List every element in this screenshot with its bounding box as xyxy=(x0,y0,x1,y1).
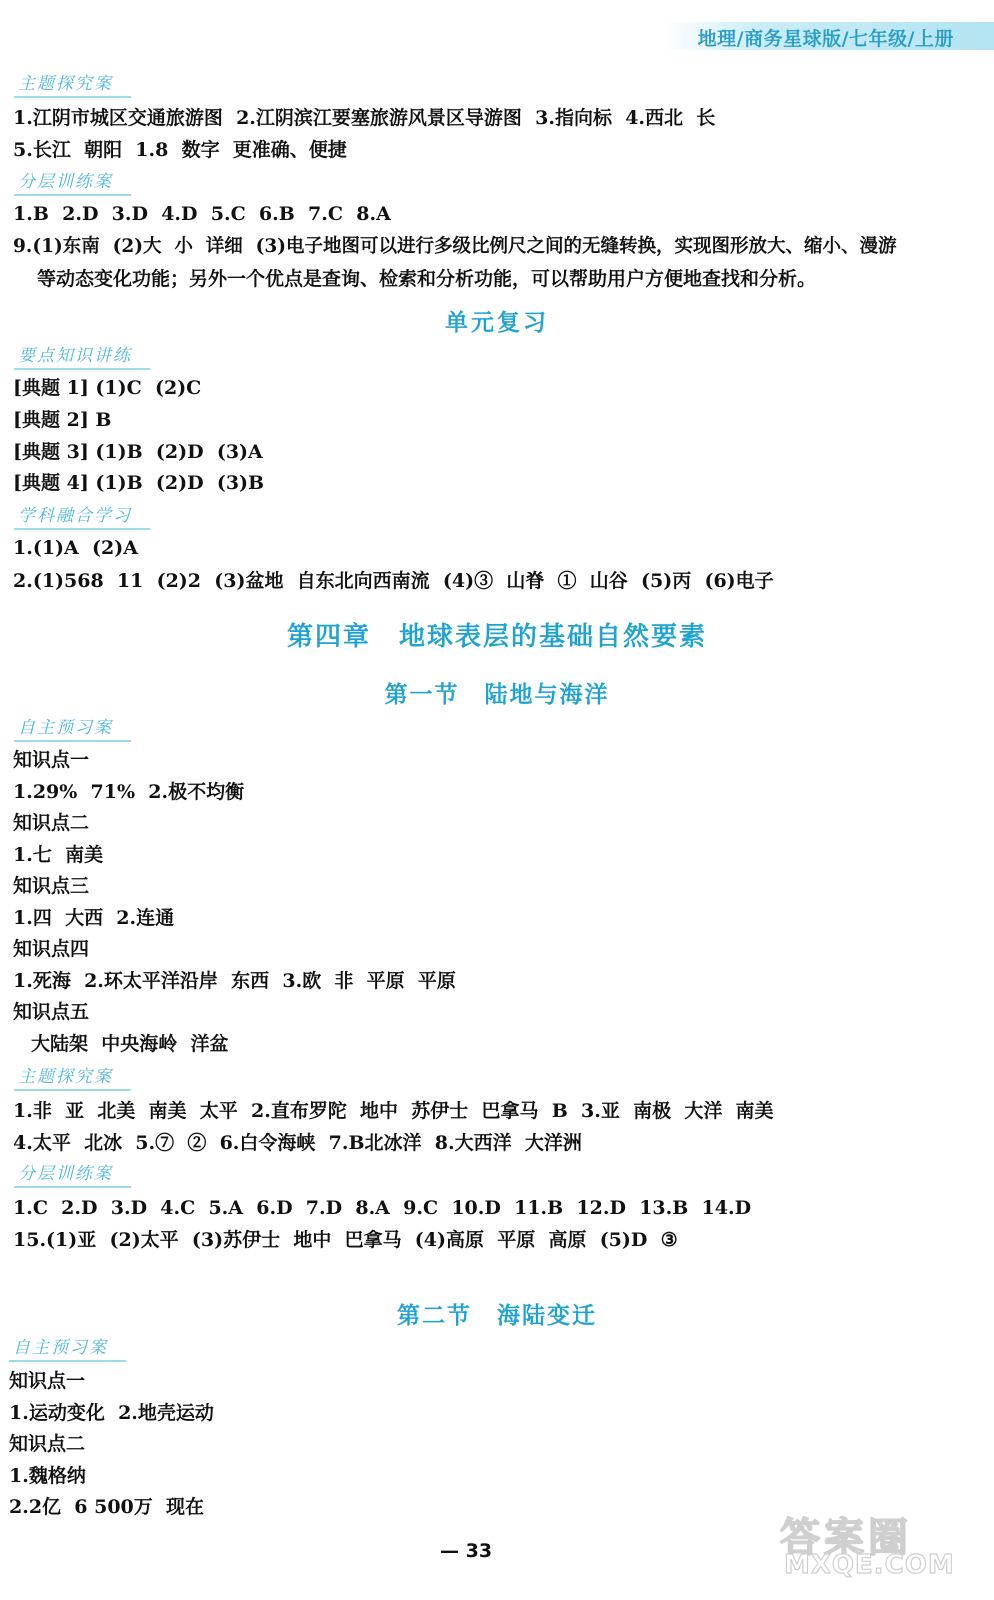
answer-line: 等动态变化功能；另外一个优点是查询、检索和分析功能，可以帮助用户方便地查找和分析。 xyxy=(37,268,817,290)
answer-line: 1.C 2.D 3.D 4.C 5.A 6.D 7.D 8.A 9.C 10.D 11.B 12.D 13.B 14.D xyxy=(13,1197,752,1219)
answer-line: 1.死海 2.环太平洋沿岸 东西 3.欧 非 平原 平原 xyxy=(13,970,456,992)
watermark-text: 答案圈 xyxy=(780,1515,912,1561)
section-tag-self-study: 自主预习案 xyxy=(14,717,131,742)
running-header xyxy=(664,22,994,50)
answer-line: 大陆架 中央海岭 洋盆 xyxy=(31,1033,229,1055)
chapter-title: 第四章 地球表层的基础自然要素 xyxy=(286,622,707,652)
section-tag-self-study: 自主预习案 xyxy=(9,1337,126,1362)
answer-line: 2.2亿 6 500万 现在 xyxy=(9,1496,205,1518)
answer-line: 1.B 2.D 3.D 4.D 5.C 6.B 7.C 8.A xyxy=(13,203,391,225)
section-title: 第二节 海陆变迁 xyxy=(397,1302,597,1329)
answer-line: 1.非 亚 北美 南美 太平 2.直布罗陀 地中 苏伊士 巴拿马 B 3.亚 南极 大洋 南美 xyxy=(13,1100,774,1122)
header-text: 地理/商务星球版/七年级/上册 xyxy=(697,28,954,50)
section-tag-cross: 学科融合学习 xyxy=(14,505,150,530)
answer-line: 15.(1)亚 (2)太平 (3)苏伊士 地中 巴拿马 (4)高原 平原 高原 (5)D ③ xyxy=(13,1229,678,1251)
unit-review-title: 单元复习 xyxy=(445,309,549,336)
watermark-logo xyxy=(780,1502,980,1582)
section-tag-topic: 主题探究案 xyxy=(14,73,131,98)
section-tag-topic: 主题探究案 xyxy=(14,1066,131,1091)
section-tag-layered: 分层训练案 xyxy=(14,171,131,196)
answer-line: 4.太平 北冰 5.⑦ ② 6.白令海峡 7.B北冰洋 8.大西洋 大洋洲 xyxy=(13,1132,582,1154)
knowledge-point-heading: 知识点二 xyxy=(9,1433,86,1455)
page-number: — 33 xyxy=(440,1540,493,1562)
watermark-url: MXQE.COM xyxy=(784,1550,955,1580)
answer-line: 1.江阴市城区交通旅游图 2.江阴滨江要塞旅游风景区导游图 3.指向标 4.西北 长 xyxy=(13,107,716,129)
section-tag-key-points: 要点知识讲练 xyxy=(14,345,150,370)
answer-line: [典题 4] (1)B (2)D (3)B xyxy=(13,472,265,494)
knowledge-point-heading: 知识点二 xyxy=(13,812,90,834)
knowledge-point-heading: 知识点一 xyxy=(9,1370,86,1392)
answer-line: [典题 3] (1)B (2)D (3)A xyxy=(13,441,263,463)
answer-line: 1.四 大西 2.连通 xyxy=(13,907,175,929)
answer-line: 1.运动变化 2.地壳运动 xyxy=(9,1402,214,1424)
answer-line: 5.长江 朝阳 1.8 数字 更准确、便捷 xyxy=(13,139,347,161)
answer-line: [典题 1] (1)C (2)C xyxy=(13,377,202,399)
answer-line: 9.(1)东南 (2)大 小 详细 (3)电子地图可以进行多级比例尺之间的无缝转换，实现图形放大、缩小、漫游 xyxy=(13,236,897,257)
answer-line: 1.(1)A (2)A xyxy=(13,537,138,559)
section-title: 第一节 陆地与海洋 xyxy=(384,681,610,708)
knowledge-point-heading: 知识点五 xyxy=(13,1001,90,1023)
knowledge-point-heading: 知识点一 xyxy=(13,749,90,771)
answer-line: 1.七 南美 xyxy=(13,844,104,866)
answer-line: 1.29% 71% 2.极不均衡 xyxy=(13,781,245,803)
knowledge-point-heading: 知识点三 xyxy=(13,875,90,897)
answer-line: 1.魏格纳 xyxy=(9,1465,86,1487)
knowledge-point-heading: 知识点四 xyxy=(13,938,90,960)
answer-line: 2.(1)568 11 (2)2 (3)盆地 自东北向西南流 (4)③ 山脊 ① 山谷 (5)丙 (6)电子 xyxy=(13,570,774,592)
answer-line: [典题 2] B xyxy=(13,409,112,431)
section-tag-layered: 分层训练案 xyxy=(14,1163,131,1188)
